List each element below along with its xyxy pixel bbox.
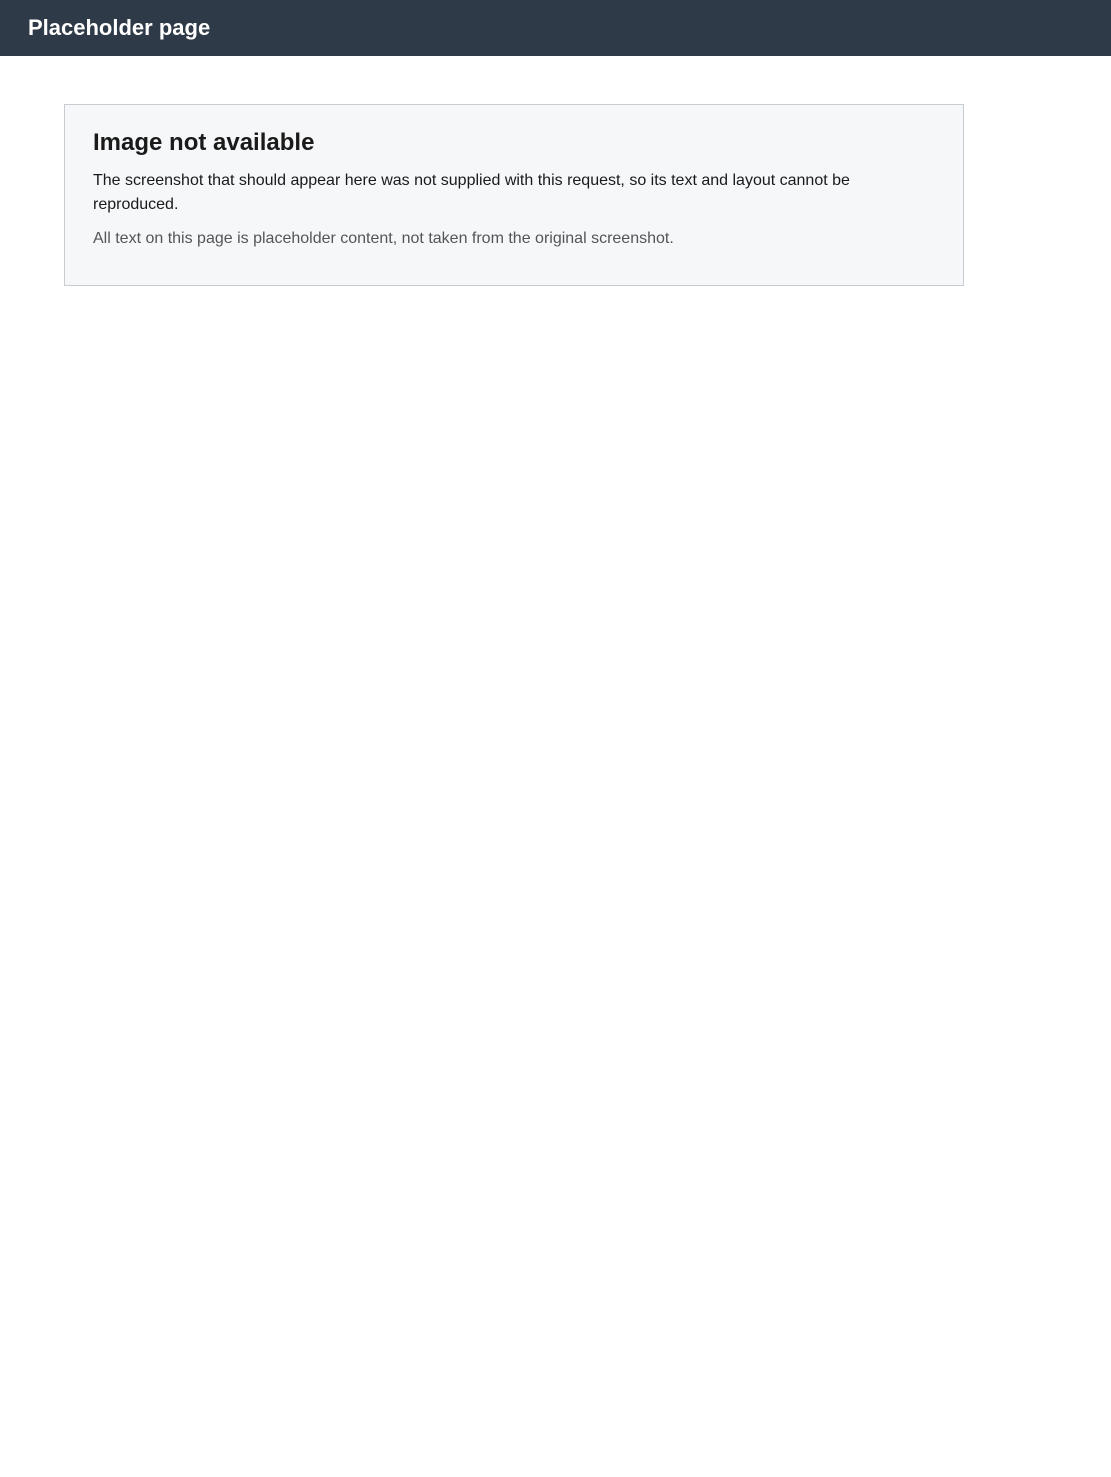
notice-panel bbox=[64, 104, 964, 286]
app-bar bbox=[0, 0, 1111, 56]
notice-hint: All text on this page is placeholder content, not taken from the original screenshot. bbox=[93, 230, 674, 247]
notice-body: The screenshot that should appear here was not supplied with this request, so its text and layout cannot be reproduced. bbox=[93, 172, 850, 213]
notice-heading: Image not available bbox=[93, 129, 315, 156]
main-content bbox=[0, 56, 1111, 1477]
app-title: Placeholder page bbox=[28, 15, 211, 40]
